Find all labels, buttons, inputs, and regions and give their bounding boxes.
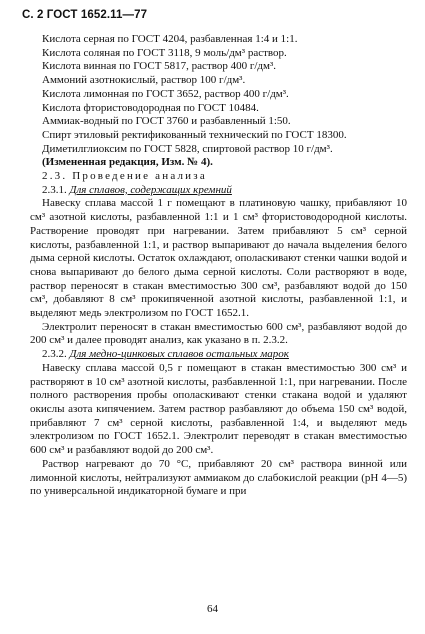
subsection-number: 2.3.1. xyxy=(42,183,67,196)
subsection-1-heading xyxy=(30,184,407,198)
reagent-line: Аммоний азотнокислый, раствор 100 г/дм³. xyxy=(42,74,246,87)
paragraph: Навеску сплава массой 1 г помещают в платиновую чашку, прибавляют 10 см³ азотной кислоты, разбавленной 1:1 и 1 см³ фтористоводородной кислоты. Растворение проводят при нагревании. Затем прибавляют 5 см³ серной кислоты, разбавленной 1:1, и раствор выпаривают до начала выделения белого дыма серной кислоты. Остаток охлаждают, ополаскивают стенки чашки водой и снова выпаривают до белого дыма серной кислоты. Соли растворяют в воде, раствор переносят в стакан вместимостью 300 см³, разбавляют водой до 150 см³, добавляют 8 см³ прокипяченной азотной кислоты, разбавленной 1:1, и выделяют медь электролизом по ГОСТ 1652.1. xyxy=(30,197,407,320)
paragraph: Электролит переносят в стакан вместимостью 600 см³, разбавляют водой до 200 см³ и далее проводят анализ, как указано в п. 2.3.2. xyxy=(30,320,407,347)
reagent-line: Спирт этиловый ректификованный технический по ГОСТ 18300. xyxy=(42,128,347,141)
reagent-line: Диметилглиоксим по ГОСТ 5828, спиртовой раствор 10 г/дм³. xyxy=(42,142,333,155)
subsection-number: 2.3.2. xyxy=(42,348,67,361)
subsection-2-heading xyxy=(30,348,407,362)
subsection-title: Для медно-цинковых сплавов остальных марок xyxy=(69,348,289,361)
reagent-line: Аммиак-водный по ГОСТ 3760 и разбавленный 1:50. xyxy=(42,115,291,128)
paragraph: Навеску сплава массой 0,5 г помещают в стакан вместимостью 300 см³ и растворяют в 10 см³ азотной кислоты, разбавленной 1:1, при нагревании. После полного растворения пробы ополаскивают стенки стакана водой и удаляют окислы азота кипячением. Затем раствор разбавляют до объема 150 см³ водой, прибавляют 7 см³ серной кислоты, разбавленной 1:4, и выделяют медь электролизом по ГОСТ 1652.1. Электролит переводят в стакан вместимостью 600 см³ и разбавляют водой до 200 см³. xyxy=(30,361,407,457)
subsection-title: Для сплавов, содержащих кремний xyxy=(69,183,232,196)
reagent-line: Кислота лимонная по ГОСТ 3652, раствор 400 г/дм³. xyxy=(42,87,289,100)
page-number: 64 xyxy=(207,603,218,615)
reagent-line: Кислота фтористоводородная по ГОСТ 10484. xyxy=(42,101,259,114)
reagent-line: Кислота винная по ГОСТ 5817, раствор 400 г/дм³. xyxy=(42,60,277,73)
section-title: 2.3. Проведение анализа xyxy=(42,170,207,183)
paragraph: Раствор нагревают до 70 °С, прибавляют 20 см³ раствора винной или лимонной кислоты, нейтрализуют аммиаком до слабокислой реакции (рН 4—5) по универсальной индикаторной бумаге и при xyxy=(30,457,407,498)
reagent-line: Кислота серная по ГОСТ 4204, разбавленная 1:4 и 1:1. xyxy=(42,33,298,45)
page-header: С. 2 ГОСТ 1652.11—77 xyxy=(22,9,148,21)
reagent-line: Кислота соляная по ГОСТ 3118, 9 моль/дм³ раствор. xyxy=(42,46,287,59)
document-body xyxy=(30,33,407,499)
edition-note: (Измененная редакция, Изм. № 4). xyxy=(42,156,213,169)
